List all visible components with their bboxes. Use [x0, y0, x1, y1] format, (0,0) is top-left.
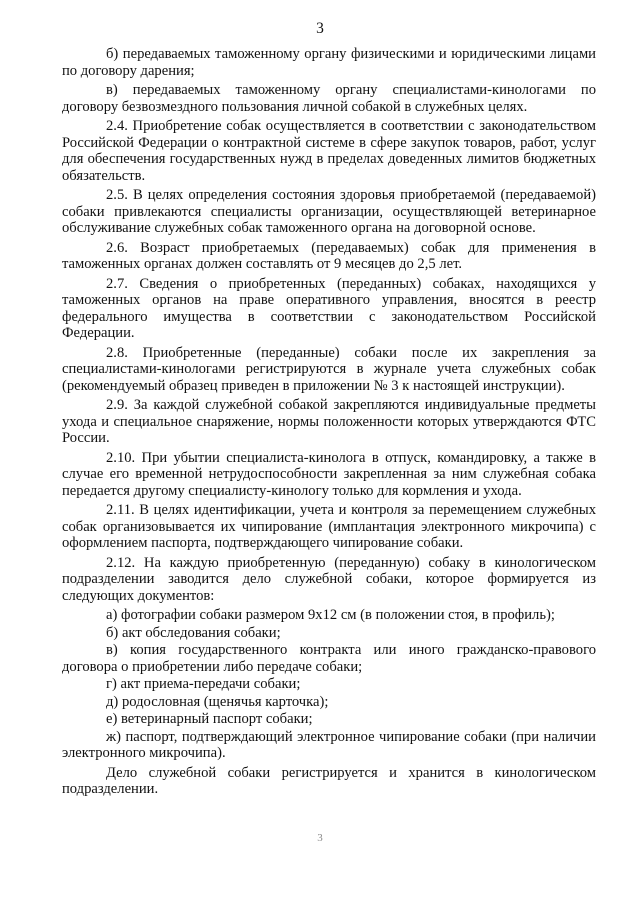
item-text: фотографии собаки размером 9х12 см (в положении стоя, в профиль);	[117, 607, 555, 623]
list-item-v-loan	[62, 82, 596, 115]
clause-text: На каждую приобретенную (переданную) собаку в кинологическом подразделении заводится дело служебной собаки, которое формируется из следующих документов:	[62, 554, 596, 604]
clause-text: Дело служебной собаки регистрируется и хранится в кинологическом подразделении.	[62, 764, 596, 797]
clause-text: За каждой служебной собакой закрепляются индивидуальные предметы ухода и специальное снаряжение, нормы положенности которых утверждаются ФТС России.	[62, 397, 596, 446]
clause-text: В целях определения состояния здоровья приобретаемой (передаваемой) собаки привлекаются специалисты организации, осуществляющей ветеринарное обслуживание служебных собак таможенного органа на договорной основе.	[62, 187, 596, 236]
clause-text: В целях идентификации, учета и контроля за перемещением служебных собак организовывается их чипирование (имплантация электронного микрочипа) с оформлением паспорта, подтверждающего чипирование собаки.	[62, 502, 596, 551]
item-text: ветеринарный паспорт собаки;	[117, 711, 313, 727]
clause-text: Сведения о приобретенных (переданных) собаках, находящихся у таможенных органов на праве оперативного управления, вносятся в реестр федерального имущества в соответствии с законодательством Российской Федерации.	[62, 275, 596, 341]
clause-2-8	[62, 345, 596, 395]
clause-2-7	[62, 276, 596, 342]
clause-number: 2.11.	[106, 502, 135, 518]
item-text: передаваемых таможенному органу специалистами-кинологами по договору безвозмездного пользования личной собакой в служебных целях.	[62, 82, 596, 115]
item-number: в)	[106, 82, 118, 98]
document-body	[62, 46, 596, 801]
clause-2-9	[62, 397, 596, 447]
doc-list-item-a	[62, 607, 596, 624]
item-number: г)	[106, 676, 117, 692]
item-number: е)	[106, 711, 118, 727]
item-text: копия государственного контракта или иного гражданско-правового договора о приобретении либо передаче собаки;	[62, 642, 596, 675]
closing-paragraph	[62, 765, 596, 798]
footer-page-mark: 3	[317, 832, 323, 844]
clause-text: Приобретение собак осуществляется в соответствии с законодательством Российской Федерации о контрактной системе в сфере закупок товаров, работ, услуг для обеспечения государственных нужд в пределах доведенных лимитов бюджетных обязательств.	[62, 118, 596, 184]
clause-number: 2.8.	[106, 344, 128, 361]
clause-text: Возраст приобретаемых (передаваемых) собак для применения в таможенных органах должен составлять от 9 месяцев до 2,5 лет.	[62, 239, 596, 272]
doc-list-item-b	[62, 625, 596, 642]
doc-list-item-zh	[62, 729, 596, 762]
item-number: в)	[106, 642, 118, 658]
clause-2-11	[62, 502, 596, 552]
clause-text: Приобретенные (переданные) собаки после их закрепления за специалистами-кинологами регистрируются в журнале учета служебных собак (рекомендуемый образец приведен в приложении № 3 к настоящей инструкции).	[62, 344, 596, 394]
clause-2-5	[62, 187, 596, 237]
clause-2-12	[62, 555, 596, 605]
doc-list-item-g	[62, 676, 596, 693]
item-text: акт обследования собаки;	[118, 624, 281, 641]
item-number: б)	[106, 624, 119, 641]
clause-number: 2.9.	[106, 397, 128, 413]
item-number: ж)	[106, 728, 121, 745]
clause-text: При убытии специалиста-кинолога в отпуск, командировку, а также в случае его временной нетрудоспособности закрепленная за ним служебная собака передается другому специалисту-кинологу только для кормления и ухода.	[62, 449, 596, 499]
doc-list-item-e	[62, 711, 596, 728]
clause-2-6	[62, 240, 596, 273]
item-text: передаваемых таможенному органу физическими и юридическими лицами по договору дарения;	[62, 46, 596, 79]
item-number: д)	[106, 693, 119, 710]
item-text: акт приема-передачи собаки;	[116, 676, 301, 692]
clause-number: 2.10.	[106, 449, 136, 466]
clause-number: 2.5.	[106, 187, 128, 203]
item-text: родословная (щенячья карточка);	[118, 693, 329, 710]
page-number: 3	[316, 20, 324, 37]
list-item-b-gift	[62, 46, 596, 79]
clause-2-10	[62, 450, 596, 500]
doc-list-item-v	[62, 642, 596, 675]
clause-number: 2.7.	[106, 275, 128, 292]
clause-2-4	[62, 118, 596, 184]
item-number: а)	[106, 607, 118, 623]
doc-list-item-d	[62, 694, 596, 711]
clause-number: 2.6.	[106, 239, 128, 256]
clause-number: 2.4.	[106, 118, 128, 134]
clause-number: 2.12.	[106, 554, 136, 571]
item-number: б)	[106, 46, 119, 62]
item-text: паспорт, подтверждающий электронное чипирование собаки (при наличии электронного микрочипа).	[62, 728, 596, 761]
